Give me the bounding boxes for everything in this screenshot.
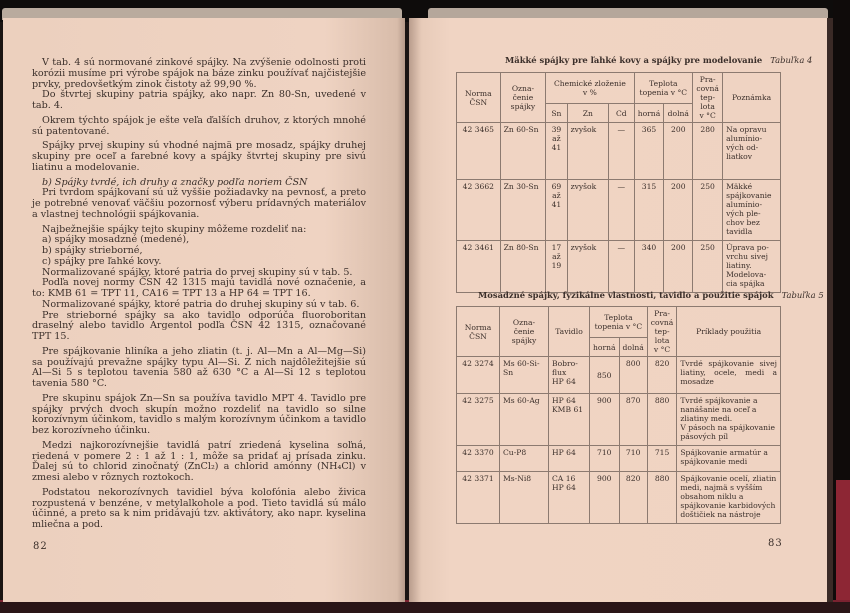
cell-tavidlo: HP 64 KMB 61 <box>549 394 590 446</box>
cell-zn: zvyšok <box>567 241 609 293</box>
cell-horna: 900 <box>590 472 620 524</box>
th-dolna: dolná <box>619 338 647 357</box>
paragraph: Okrem týchto spájok je ešte veľa ďalších druhov, z ktorých mnohé sú patentované. <box>32 114 366 137</box>
table-row <box>457 123 781 180</box>
cell-oznacenie: Zn 60-Sn <box>500 123 546 180</box>
page-number-right: 83 <box>768 538 783 549</box>
cell-horna: 900 <box>590 394 620 446</box>
cell-sn: 69 až 41 <box>546 180 567 241</box>
cell-pracovna: 280 <box>693 123 723 180</box>
table4-title: Mäkké spájky pre ľahké kovy a spájky pre modelovanie <box>505 55 763 65</box>
cell-oznacenie: Zn 80-Sn <box>500 241 546 293</box>
table-row <box>457 180 781 241</box>
cell-norma: 42 3662 <box>457 180 501 241</box>
th-cd: Cd <box>609 104 634 123</box>
left-page-text <box>32 58 366 531</box>
cell-cd: — <box>609 123 634 180</box>
cell-norma: 42 3461 <box>457 241 501 293</box>
cell-tavidlo: HP 64 <box>549 446 590 472</box>
cell-norma: 42 3274 <box>457 357 500 394</box>
cell-dolna: 820 <box>619 472 647 524</box>
th-priklady: Príklady použitia <box>677 307 781 357</box>
table-row <box>457 394 781 446</box>
cell-tavidlo: CA 16 HP 64 <box>549 472 590 524</box>
th-sn: Sn <box>546 104 567 123</box>
cell-horna: 710 <box>590 446 620 472</box>
cell-poznamka: Úprava po- vrchu sivej liatiny. Modelova- cia spájka <box>723 241 781 293</box>
paragraph: Normalizované spájky, ktoré patria do druhej skupiny sú v tab. 6. <box>42 298 360 310</box>
cell-pracovna: 880 <box>647 394 677 446</box>
cell-horna: 315 <box>634 180 664 241</box>
th-pracovna: Pra- covná tep- lota v °C <box>693 73 723 123</box>
th-tavidlo: Tavidlo <box>549 307 590 357</box>
cell-pracovna: 820 <box>647 357 677 394</box>
paragraph: Podstatou nekorozívnych tavidiel býva kolofónia alebo živica rozpustená v benzéne, v metylalkohole a pod. Tieto tavidlá sú málo účinné, a preto sa k nim pridávajú tzv. aktivátory, ako napr. kyselina mliečna a pod. <box>32 486 366 530</box>
cell-norma: 42 3370 <box>457 446 500 472</box>
cell-dolna: 710 <box>619 446 647 472</box>
th-zn: Zn <box>567 104 609 123</box>
cell-dolna: 200 <box>664 241 693 293</box>
th-horna: horná <box>634 104 664 123</box>
table-row <box>457 446 781 472</box>
list-item: a) spájky mosadzné (medené), <box>42 234 190 246</box>
th-dolna: dolná <box>664 104 693 123</box>
cell-priklady: Tvrdé spájkovanie a nanášanie na oceľ a zliatiny medi. V pásoch na spájkovanie pásových píl <box>677 394 781 446</box>
cell-oznacenie: Ms-Ni8 <box>500 472 549 524</box>
cell-priklady: Tvrdé spájkovanie sivej liatiny, ocele, medi a mosadze <box>677 357 781 394</box>
paragraph: Spájky prvej skupiny sú vhodné najmä pre mosadz, spájky druhej skupiny pre oceľ a farebné kovy a spájky štvrtej skupiny pre sivú liatinu a modelovanie. <box>32 140 366 173</box>
book-cover-bottom <box>0 602 850 613</box>
list-item: b) spájky strieborné, <box>42 245 143 256</box>
page-stack-shadow <box>827 18 833 602</box>
list-item: c) spájky pre ľahké kovy. <box>42 255 162 267</box>
table4-label: Tabuľka 4 <box>770 55 813 65</box>
cell-pracovna: 250 <box>693 180 723 241</box>
cell-dolna: 200 <box>664 123 693 180</box>
section-heading: b) Spájky tvrdé, ich druhy a značky podľa noriem ČSN <box>42 176 308 188</box>
th-pracovna: Pra- covná tep- lota v °C <box>647 307 677 357</box>
cell-oznacenie: Ms 60-Ag <box>500 394 549 446</box>
table4-header-row <box>457 73 781 104</box>
cell-cd: — <box>609 180 634 241</box>
th-oznacenie: Ozna- čenie spájky <box>500 307 549 357</box>
table5-title: Mosadzné spájky, fyzikálne vlastnosti, tavidlo a použitie spájok <box>478 290 774 300</box>
cell-poznamka: Mäkké spájkovanie alumínio- vých ple- chov bez tavidla <box>723 180 781 241</box>
th-poznamka: Poznámka <box>723 73 781 123</box>
th-oznacenie: Ozna- čenie spájky <box>500 73 546 123</box>
cell-norma: 42 3371 <box>457 472 500 524</box>
cell-sn: 17 až 19 <box>546 241 567 293</box>
table-row <box>457 241 781 293</box>
cell-pracovna: 880 <box>647 472 677 524</box>
cell-dolna: 870 <box>619 394 647 446</box>
table-row <box>457 357 781 394</box>
table4-caption <box>505 55 812 65</box>
th-norma: Norma ČSN <box>457 307 500 357</box>
cover-red-binding <box>836 480 850 605</box>
paragraph: Medzi najkorozívnejšie tavidlá patrí zriedená kyselina soľná, riedená v pomere 2 : 1 až 1 : 1, môže sa pridať aj prísada zinku. Ďalej sú to chlorid zinočnatý (ZnCl₂) a chlorid amónny (NH₄Cl) v zmesi alebo v rôznych roztokoch. <box>32 439 366 483</box>
paragraph: Pre strieborné spájky sa ako tavidlo odporúča fluoroboritan draselný alebo tavidlo Argentol podľa ČSN 42 1315, označované TPT 15. <box>32 309 366 342</box>
cell-priklady: Spájkovanie armatúr a spájkovanie medi <box>677 446 781 472</box>
cell-zn: zvyšok <box>567 123 609 180</box>
table5-label: Tabuľka 5 <box>781 290 824 300</box>
table-row <box>457 472 781 524</box>
cell-tavidlo: Bobro- flux HP 64 <box>549 357 590 394</box>
th-teplota: Teplota topenia v °C <box>634 73 693 104</box>
paragraph: Pri tvrdom spájkovaní sú už vyššie požiadavky na pevnosť, a preto je potrebné venovať väčšiu pozornosť výberu prídavných materiálov a vlastnej technológii spájkovania. <box>32 187 366 220</box>
cell-pracovna: 250 <box>693 241 723 293</box>
cell-dolna: 200 <box>664 180 693 241</box>
paragraph: Podľa novej normy ČSN 42 1315 majú tavidlá nové označenie, a to: KMB 61 = TPT 11, CA16 = TPT 13 a HP 64 = TPT 16. <box>32 277 366 299</box>
paragraph: V tab. 4 sú normované zinkové spájky. Na zvýšenie odolnosti proti korózii musíme pri výrobe spájok na báze zinku používať najčistejšie prvky, predovšetkým zinok čistoty až 99,90 %. <box>32 57 366 90</box>
page-number-left: 82 <box>33 541 48 552</box>
paragraph: Pre skupinu spájok Zn—Sn sa používa tavidlo MPT 4. Tavidlo pre spájky prvých dvoch skupín možno rozdeliť na tavidlo so silne korozívnym účinkom, tavidlo s malým korozívnym účinkom a tavidlo bez korozívneho účinku. <box>32 392 366 436</box>
cell-sn: 39 až 41 <box>546 123 567 180</box>
th-chem: Chemické zloženie v % <box>546 73 634 104</box>
cell-poznamka: Na opravu alumínio- vých od- liatkov <box>723 123 781 180</box>
table5 <box>456 306 781 524</box>
cell-oznacenie: Cu-P8 <box>500 446 549 472</box>
table5-caption <box>478 290 824 300</box>
table4 <box>456 72 781 293</box>
th-teplota: Teplota topenia v °C <box>590 307 648 338</box>
cell-norma: 42 3275 <box>457 394 500 446</box>
cell-priklady: Spájkovanie ocelí, zliatin medi, najmä s vyšším obsahom niklu a spájkovanie karbidových doštičiek na nástroje <box>677 472 781 524</box>
cell-cd: — <box>609 241 634 293</box>
paragraph: Pre spájkovanie hliníka a jeho zliatin (t. j. Al—Mn a Al—Mg—Si) sa používajú prevažne spájky typu Al—Si. Z nich najdôležitejšie sú Al—Si 5 s teplotou tavenia 580 až 630 °C a Al—Si 12 s teplotou tavenia 580 °C. <box>32 345 366 389</box>
cell-horna: 340 <box>634 241 664 293</box>
cell-zn: zvyšok <box>567 180 609 241</box>
cell-oznacenie: Zn 30-Sn <box>500 180 546 241</box>
cell-norma: 42 3465 <box>457 123 501 180</box>
cell-horna: 850 <box>590 357 620 394</box>
cell-pracovna: 715 <box>647 446 677 472</box>
cell-dolna: 800 <box>619 357 647 394</box>
th-norma: Norma ČSN <box>457 73 501 123</box>
cell-oznacenie: Ms 60-Si-Sn <box>500 357 549 394</box>
th-horna: horná <box>590 338 620 357</box>
paragraph: Normalizované spájky, ktoré patria do prvej skupiny sú v tab. 5. <box>42 266 353 278</box>
paragraph: Do štvrtej skupiny patria spájky, ako napr. Zn 80-Sn, uvedené v tab. 4. <box>32 89 366 111</box>
table5-header-row <box>457 307 781 338</box>
cell-horna: 365 <box>634 123 664 180</box>
paragraph: Najbežnejšie spájky tejto skupiny môžeme rozdeliť na: <box>42 223 307 235</box>
